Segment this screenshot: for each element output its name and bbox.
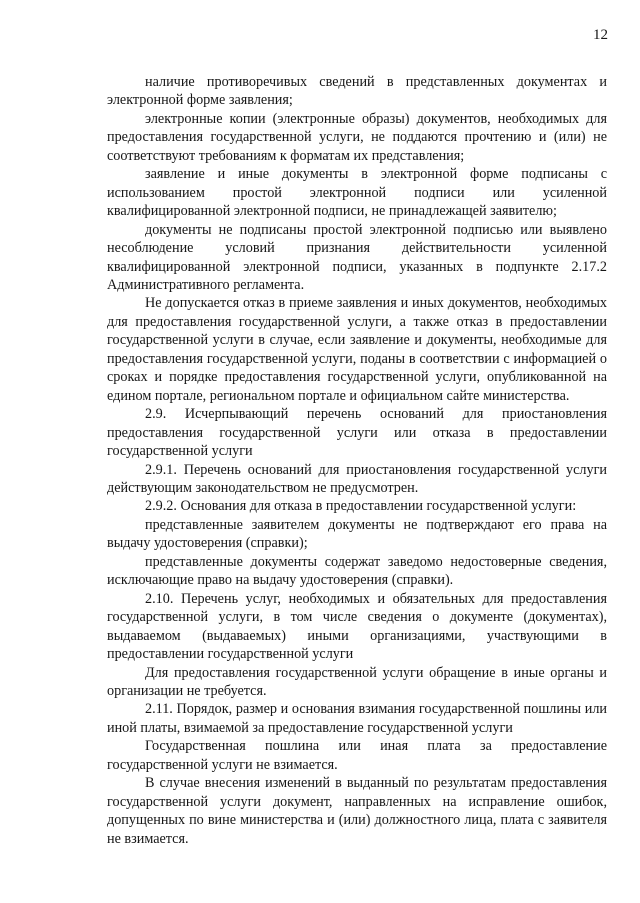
page-number: 12 — [593, 27, 608, 43]
section-heading-2-9: 2.9. Исчерпывающий перечень оснований для приостановления предоставления государственной услуги или отказа в предоставлении государственной услуги — [107, 406, 607, 460]
section-heading-2-11: 2.11. Порядок, размер и основания взимания государственной пошлины или иной платы, взимаемой за предоставление государственной услуги — [107, 701, 607, 736]
paragraph: 2.9.1. Перечень оснований для приостановления государственной услуги действующим законодательством не предусмотрен. — [107, 461, 607, 496]
section-heading-2-10: 2.10. Перечень услуг, необходимых и обязательных для предоставления государственной услуги, в том числе сведения о документе (документах), выдаваемом (выдаваемых) иными организациями, участвующими в предоставлении государственной услуги — [107, 590, 607, 663]
paragraph: Не допускается отказ в приеме заявления и иных документов, необходимых для предоставления государственной услуги, а также отказ в предоставлении государственной услуги в случае, если заявление и документы, необходимые для предоставления государственной услуги, поданы в соответствии с информацией о сроках и порядке предоставления государственной услуги, опубликованной на едином портале, региональном портале и официальном сайте министерства. — [107, 295, 607, 404]
paragraph: заявление и иные документы в электронной форме подписаны с использованием простой электронной подписи или усиленной квалифицированной электронной подписи, не принадлежащей заявителю; — [107, 166, 607, 220]
paragraph: документы не подписаны простой электронной подписью или выявлено несоблюдение условий признания действительности усиленной квалифицированной электронной подписи, указанных в подпункте 2.17.2 Административного регламента. — [107, 221, 607, 293]
paragraph: 2.9.2. Основания для отказа в предоставлении государственной услуги: — [145, 498, 577, 515]
paragraph: Государственная пошлина или иная плата за предоставление государственной услуги не взимается. — [107, 738, 607, 773]
paragraph: представленные документы содержат заведомо недостоверные сведения, исключающие право на выдачу удостоверения (справки). — [107, 553, 607, 589]
paragraph: представленные заявителем документы не подтверждают его права на выдачу удостоверения (справки); — [107, 516, 607, 552]
paragraph: электронные копии (электронные образы) документов, необходимых для предоставления государственной услуги, не поддаются прочтению и (или) не соответствуют требованиям к форматам их представления; — [107, 110, 607, 164]
paragraph: В случае внесения изменений в выданный по результатам предоставления государственной услуги документ, направленных на исправление ошибок, допущенных по вине министерства и (или) должностного лица, плата с заявителя не взимается. — [107, 775, 607, 847]
paragraph: наличие противоречивых сведений в представленных документах и электронной форме заявления; — [107, 74, 607, 109]
document-body — [107, 73, 607, 848]
paragraph: Для предоставления государственной услуги обращение в иные органы и организации не требуется. — [107, 664, 607, 699]
